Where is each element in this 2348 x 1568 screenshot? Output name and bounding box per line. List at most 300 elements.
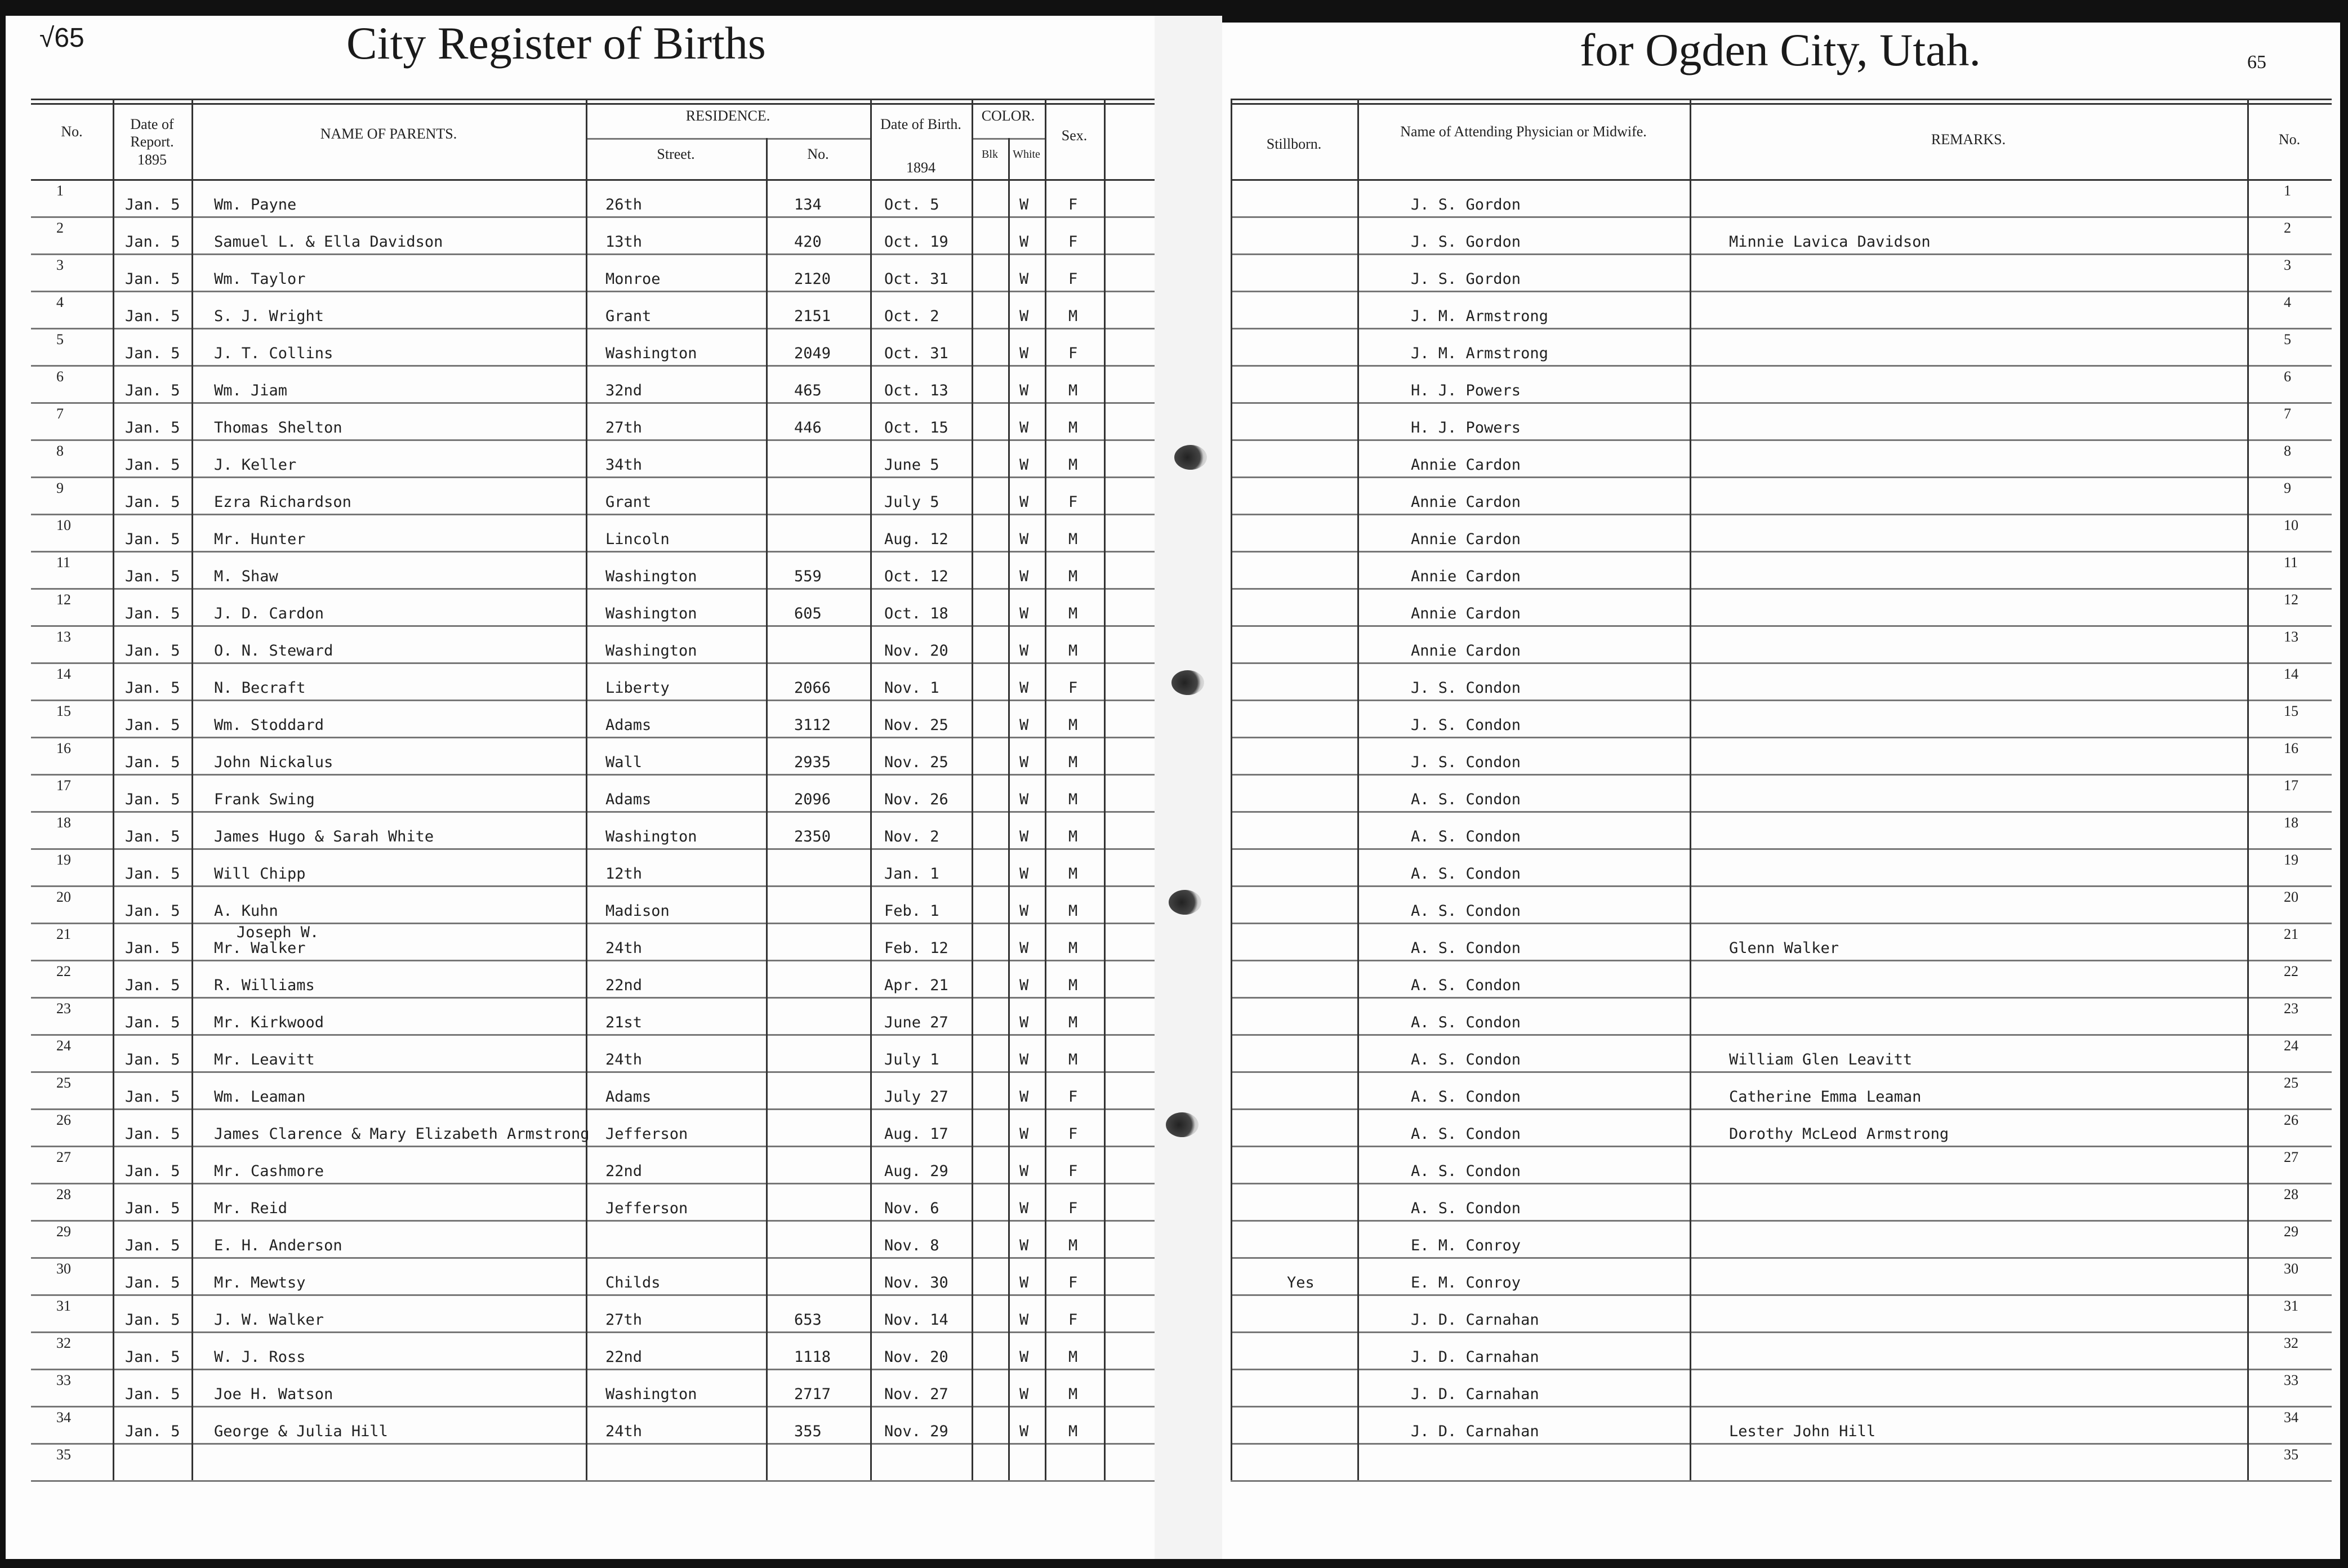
parents-name: Will Chipp: [214, 865, 306, 883]
physician-name: A. S. Condon: [1411, 902, 1521, 920]
birth-date: Oct. 5: [884, 196, 939, 213]
residence-street: 26th: [605, 196, 643, 213]
physician-name: J. M. Armstrong: [1411, 345, 1548, 362]
color-value: W: [1019, 196, 1029, 213]
sex-value: M: [1068, 754, 1078, 771]
residence-street: Washington: [605, 1386, 697, 1403]
sex-value: M: [1068, 1237, 1078, 1254]
report-date: Jan. 5: [125, 1200, 180, 1217]
residence-street: 32nd: [605, 382, 643, 399]
residence-street: Liberty: [605, 679, 670, 697]
report-date: Jan. 5: [125, 308, 180, 325]
residence-number: 2120: [794, 270, 831, 288]
report-date: Jan. 5: [125, 642, 180, 660]
sex-value: F: [1068, 1200, 1078, 1217]
row-rule: [31, 402, 1155, 404]
header-name-of-parents: NAME OF PARENTS.: [320, 126, 457, 142]
right-row-number: 28: [2284, 1186, 2298, 1202]
column-rule: [586, 99, 587, 1480]
color-value: W: [1019, 270, 1029, 288]
right-row-number: 32: [2284, 1335, 2298, 1351]
header-rule: [31, 103, 1155, 105]
residence-street: 24th: [605, 939, 643, 957]
right-row-number: 26: [2284, 1112, 2298, 1128]
row-rule: [1231, 662, 2332, 664]
report-date: Jan. 5: [125, 1162, 180, 1180]
report-date: Jan. 5: [125, 1348, 180, 1366]
row-rule: [31, 1183, 1155, 1184]
color-value: W: [1019, 902, 1029, 920]
parents-name: Wm. Stoddard: [214, 716, 324, 734]
physician-name: A. S. Condon: [1411, 1125, 1521, 1143]
parents-name: Ezra Richardson: [214, 493, 351, 511]
residence-street: Washington: [605, 828, 697, 845]
parents-name: Mr. Leavitt: [214, 1051, 315, 1068]
right-row-number: 4: [2284, 294, 2291, 310]
row-rule: [31, 1220, 1155, 1222]
report-date: Jan. 5: [125, 865, 180, 883]
right-row-number: 1: [2284, 182, 2291, 199]
parents-name: R. Williams: [214, 977, 315, 994]
sex-value: M: [1068, 642, 1078, 660]
row-number: 27: [56, 1149, 71, 1165]
header-sex: Sex.: [1061, 127, 1088, 144]
physician-name: A. S. Condon: [1411, 1014, 1521, 1031]
report-date: Jan. 5: [125, 605, 180, 622]
header-residence: RESIDENCE.: [685, 108, 770, 124]
row-number: 33: [56, 1372, 71, 1388]
row-number: 3: [56, 257, 64, 273]
birth-date: Feb. 1: [884, 902, 939, 920]
residence-street: 34th: [605, 456, 643, 474]
row-number: 24: [56, 1037, 71, 1054]
residence-street: Wall: [605, 754, 643, 771]
birth-date: Nov. 2: [884, 828, 939, 845]
birth-date: Oct. 13: [884, 382, 948, 399]
physician-name: Annie Cardon: [1411, 531, 1521, 548]
color-value: W: [1019, 345, 1029, 362]
color-value: W: [1019, 1051, 1029, 1068]
physician-name: J. S. Condon: [1411, 716, 1521, 734]
row-rule: [1231, 179, 2332, 181]
birth-date: Aug. 29: [884, 1162, 948, 1180]
report-date: Jan. 5: [125, 1051, 180, 1068]
physician-name: A. S. Condon: [1411, 1200, 1521, 1217]
binding-hole: [1169, 890, 1201, 915]
color-value: W: [1019, 642, 1029, 660]
residence-street: Childs: [605, 1274, 661, 1291]
parents-name: James Clarence & Mary Elizabeth Armstrong: [214, 1125, 590, 1143]
residence-street: 24th: [605, 1423, 643, 1440]
parents-name: Wm. Jiam: [214, 382, 288, 399]
row-number: 13: [56, 629, 71, 645]
row-rule: [1231, 811, 2332, 813]
row-rule: [1231, 439, 2332, 441]
physician-name: Annie Cardon: [1411, 605, 1521, 622]
color-value: W: [1019, 791, 1029, 808]
row-rule: [31, 179, 1155, 181]
right-row-number: 9: [2284, 480, 2291, 496]
residence-number: 2066: [794, 679, 831, 697]
row-rule: [31, 328, 1155, 329]
physician-name: A. S. Condon: [1411, 828, 1521, 845]
right-row-number: 5: [2284, 331, 2291, 348]
header-report-year: 1895: [137, 152, 167, 168]
row-rule: [31, 811, 1155, 813]
residence-street: Grant: [605, 308, 652, 325]
header-rule: [31, 99, 1155, 100]
physician-name: J. S. Gordon: [1411, 270, 1521, 288]
physician-name: Annie Cardon: [1411, 642, 1521, 660]
birth-date: Nov. 14: [884, 1311, 948, 1329]
physician-name: E. M. Conroy: [1411, 1274, 1521, 1291]
right-row-number: 22: [2284, 963, 2298, 979]
report-date: Jan. 5: [125, 196, 180, 213]
row-rule: [31, 253, 1155, 255]
parents-name: Mr. Kirkwood: [214, 1014, 324, 1031]
residence-street: 27th: [605, 1311, 643, 1329]
sex-value: M: [1068, 568, 1078, 585]
parents-name: J. W. Walker: [214, 1311, 324, 1329]
page-number: 65: [2247, 52, 2266, 73]
birth-date: Oct. 2: [884, 308, 939, 325]
report-date: Jan. 5: [125, 791, 180, 808]
right-row-number: 13: [2284, 629, 2298, 645]
row-number: 31: [56, 1298, 71, 1314]
row-number: 7: [56, 406, 64, 422]
birth-date: Nov. 26: [884, 791, 948, 808]
parents-name: James Hugo & Sarah White: [214, 828, 434, 845]
birth-date: Nov. 20: [884, 1348, 948, 1366]
row-rule: [31, 1369, 1155, 1370]
color-value: W: [1019, 1237, 1029, 1254]
right-row-number: 3: [2284, 257, 2291, 273]
physician-name: J. D. Carnahan: [1411, 1348, 1539, 1366]
birth-date: July 27: [884, 1088, 948, 1106]
row-rule: [1231, 514, 2332, 515]
header-stillborn: Stillborn.: [1266, 136, 1322, 152]
color-value: W: [1019, 1274, 1029, 1291]
column-rule: [1045, 99, 1046, 1480]
birth-date: Nov. 29: [884, 1423, 948, 1440]
sex-value: F: [1068, 270, 1078, 288]
residence-street: 13th: [605, 233, 643, 251]
color-value: W: [1019, 1088, 1029, 1106]
sex-value: M: [1068, 939, 1078, 957]
sex-value: F: [1068, 1162, 1078, 1180]
row-rule: [1231, 1034, 2332, 1036]
right-row-number: 8: [2284, 443, 2291, 459]
remarks-text: William Glen Leavitt: [1729, 1051, 1913, 1068]
row-rule: [31, 774, 1155, 776]
row-rule: [31, 737, 1155, 738]
residence-number: 559: [794, 568, 822, 585]
right-row-number: 12: [2284, 591, 2298, 608]
report-date: Jan. 5: [125, 902, 180, 920]
parents-name: Joe H. Watson: [214, 1386, 333, 1403]
remarks-text: Glenn Walker: [1729, 939, 1839, 957]
parents-name: M. Shaw: [214, 568, 278, 585]
sex-value: F: [1068, 1088, 1078, 1106]
row-rule: [1231, 216, 2332, 218]
residence-number: 1118: [794, 1348, 831, 1366]
report-date: Jan. 5: [125, 1423, 180, 1440]
row-rule: [31, 1331, 1155, 1333]
row-rule: [1231, 1331, 2332, 1333]
color-value: W: [1019, 865, 1029, 883]
row-rule: [31, 960, 1155, 961]
corner-note: √65: [39, 23, 84, 53]
row-number: 20: [56, 889, 71, 905]
physician-name: J. M. Armstrong: [1411, 308, 1548, 325]
row-rule: [31, 365, 1155, 367]
parents-name: George & Julia Hill: [214, 1423, 388, 1440]
residence-street: 22nd: [605, 1348, 643, 1366]
color-value: W: [1019, 456, 1029, 474]
row-rule: [1231, 700, 2332, 701]
row-number: 14: [56, 666, 71, 682]
physician-name: Annie Cardon: [1411, 456, 1521, 474]
residence-street: 12th: [605, 865, 643, 883]
birth-date: Nov. 20: [884, 642, 948, 660]
row-rule: [1231, 885, 2332, 887]
row-rule: [1231, 625, 2332, 627]
parents-name: W. J. Ross: [214, 1348, 306, 1366]
color-value: W: [1019, 828, 1029, 845]
column-rule: [113, 99, 114, 1480]
row-rule: [31, 1294, 1155, 1296]
row-rule: [31, 700, 1155, 701]
sex-value: F: [1068, 1311, 1078, 1329]
residence-street: Adams: [605, 791, 652, 808]
report-date: Jan. 5: [125, 1311, 180, 1329]
birth-date: Nov. 6: [884, 1200, 939, 1217]
sex-value: M: [1068, 1386, 1078, 1403]
sex-value: M: [1068, 1423, 1078, 1440]
physician-name: A. S. Condon: [1411, 865, 1521, 883]
color-value: W: [1019, 568, 1029, 585]
birth-date: Oct. 18: [884, 605, 948, 622]
sex-value: M: [1068, 531, 1078, 548]
sex-value: M: [1068, 419, 1078, 436]
parents-name: A. Kuhn: [214, 902, 278, 920]
remarks-text: Catherine Emma Leaman: [1729, 1088, 1922, 1106]
parents-name: Mr. Mewtsy: [214, 1274, 306, 1291]
row-rule: [1231, 1443, 2332, 1445]
row-rule: [31, 885, 1155, 887]
row-number: 26: [56, 1112, 71, 1128]
report-date: Jan. 5: [125, 493, 180, 511]
row-rule: [1231, 365, 2332, 367]
report-date: Jan. 5: [125, 456, 180, 474]
residence-street: 22nd: [605, 977, 643, 994]
sex-value: M: [1068, 308, 1078, 325]
row-number: 28: [56, 1186, 71, 1202]
color-value: W: [1019, 233, 1029, 251]
column-rule: [1008, 138, 1010, 1480]
header-rule: [1231, 99, 2332, 100]
row-rule: [31, 1108, 1155, 1110]
row-rule: [31, 588, 1155, 590]
header-residence-no: No.: [807, 146, 829, 162]
row-rule: [1231, 848, 2332, 850]
row-number: 32: [56, 1335, 71, 1351]
book-gutter: [1155, 16, 1222, 1559]
report-date: Jan. 5: [125, 1014, 180, 1031]
color-value: W: [1019, 605, 1029, 622]
parents-name: Wm. Taylor: [214, 270, 306, 288]
row-number: 19: [56, 852, 71, 868]
parents-name: Mr. Cashmore: [214, 1162, 324, 1180]
right-row-number: 15: [2284, 703, 2298, 719]
row-number: 12: [56, 591, 71, 608]
row-rule: [1231, 1071, 2332, 1073]
binding-hole: [1171, 670, 1204, 695]
row-rule: [31, 923, 1155, 924]
row-number: 30: [56, 1260, 71, 1277]
row-rule: [31, 439, 1155, 441]
binding-hole: [1174, 445, 1207, 470]
parents-name: Mr. Reid: [214, 1200, 288, 1217]
sex-value: M: [1068, 605, 1078, 622]
row-rule: [1231, 923, 2332, 924]
color-value: W: [1019, 977, 1029, 994]
right-row-number: 14: [2284, 666, 2298, 682]
right-row-number: 27: [2284, 1149, 2298, 1165]
color-value: W: [1019, 1125, 1029, 1143]
parents-name: J. T. Collins: [214, 345, 333, 362]
row-rule: [31, 514, 1155, 515]
birth-date: Aug. 12: [884, 531, 948, 548]
sex-value: M: [1068, 1014, 1078, 1031]
right-row-number: 18: [2284, 814, 2298, 831]
residence-number: 605: [794, 605, 822, 622]
color-value: W: [1019, 679, 1029, 697]
row-rule: [31, 1257, 1155, 1259]
report-date: Jan. 5: [125, 1088, 180, 1106]
birth-date: June 5: [884, 456, 939, 474]
row-rule: [1231, 253, 2332, 255]
color-value: W: [1019, 419, 1029, 436]
sex-value: F: [1068, 679, 1078, 697]
residence-number: 2350: [794, 828, 831, 845]
residence-number: 2151: [794, 308, 831, 325]
physician-name: J. D. Carnahan: [1411, 1311, 1539, 1329]
row-rule: [1231, 328, 2332, 329]
birth-date: Feb. 12: [884, 939, 948, 957]
residence-number: 465: [794, 382, 822, 399]
header-physician: Name of Attending Physician or Midwife.: [1400, 123, 1647, 140]
right-row-number: 24: [2284, 1037, 2298, 1054]
parents-name: Wm. Leaman: [214, 1088, 306, 1106]
residence-street: Washington: [605, 345, 697, 362]
row-number: 22: [56, 963, 71, 979]
residence-street: 27th: [605, 419, 643, 436]
row-rule: [1231, 551, 2332, 553]
parents-name: N. Becraft: [214, 679, 306, 697]
residence-number: 355: [794, 1423, 822, 1440]
report-date: Jan. 5: [125, 270, 180, 288]
physician-name: J. S. Gordon: [1411, 196, 1521, 213]
right-row-number: 10: [2284, 517, 2298, 533]
parents-name: Mr. Hunter: [214, 531, 306, 548]
right-row-number: 7: [2284, 406, 2291, 422]
row-rule: [1231, 291, 2332, 292]
right-row-number: 20: [2284, 889, 2298, 905]
column-rule: [972, 99, 973, 1480]
birth-date: Oct. 31: [884, 345, 948, 362]
right-row-number: 29: [2284, 1223, 2298, 1240]
sex-value: F: [1068, 233, 1078, 251]
row-number: 29: [56, 1223, 71, 1240]
row-rule: [31, 291, 1155, 292]
report-date: Jan. 5: [125, 1386, 180, 1403]
physician-name: J. S. Gordon: [1411, 233, 1521, 251]
birth-date: Oct. 19: [884, 233, 948, 251]
residence-street: Washington: [605, 605, 697, 622]
row-rule: [1231, 960, 2332, 961]
row-rule: [31, 625, 1155, 627]
report-date: Jan. 5: [125, 1125, 180, 1143]
column-rule: [1231, 99, 1232, 1480]
column-rule: [1357, 99, 1359, 1480]
report-date: Jan. 5: [125, 977, 180, 994]
right-row-number: 21: [2284, 926, 2298, 942]
parents-name: John Nickalus: [214, 754, 333, 771]
birth-date: Oct. 15: [884, 419, 948, 436]
row-rule: [31, 1146, 1155, 1147]
physician-name: H. J. Powers: [1411, 382, 1521, 399]
color-value: W: [1019, 382, 1029, 399]
birth-date: Aug. 17: [884, 1125, 948, 1143]
sex-value: M: [1068, 791, 1078, 808]
parents-name: J. D. Cardon: [214, 605, 324, 622]
residence-number: 446: [794, 419, 822, 436]
residence-street: Monroe: [605, 270, 661, 288]
row-number: 15: [56, 703, 71, 719]
residence-street: Adams: [605, 1088, 652, 1106]
report-date: Jan. 5: [125, 419, 180, 436]
residence-number: 134: [794, 196, 822, 213]
row-rule: [31, 1071, 1155, 1073]
row-number: 23: [56, 1000, 71, 1017]
header-color: COLOR.: [981, 108, 1035, 124]
color-value: W: [1019, 1348, 1029, 1366]
physician-name: A. S. Condon: [1411, 1051, 1521, 1068]
residence-subrule: [586, 138, 870, 140]
right-page-title: for Ogden City, Utah.: [1580, 24, 1981, 75]
header-no: No.: [61, 123, 83, 140]
column-rule: [870, 99, 872, 1480]
birth-date: Nov. 8: [884, 1237, 939, 1254]
residence-number: 2717: [794, 1386, 831, 1403]
row-number: 10: [56, 517, 71, 533]
stillborn-value: Yes: [1287, 1274, 1315, 1291]
birth-date: Nov. 30: [884, 1274, 948, 1291]
birth-date: Apr. 21: [884, 977, 948, 994]
right-row-number: 17: [2284, 777, 2298, 794]
report-date: Jan. 5: [125, 716, 180, 734]
right-row-number: 31: [2284, 1298, 2298, 1314]
right-row-number: 6: [2284, 368, 2291, 385]
row-rule: [1231, 1146, 2332, 1147]
sex-value: F: [1068, 1125, 1078, 1143]
color-value: W: [1019, 531, 1029, 548]
right-row-number: 23: [2284, 1000, 2298, 1017]
sex-value: M: [1068, 456, 1078, 474]
physician-name: J. S. Condon: [1411, 754, 1521, 771]
physician-name: J. D. Carnahan: [1411, 1386, 1539, 1403]
